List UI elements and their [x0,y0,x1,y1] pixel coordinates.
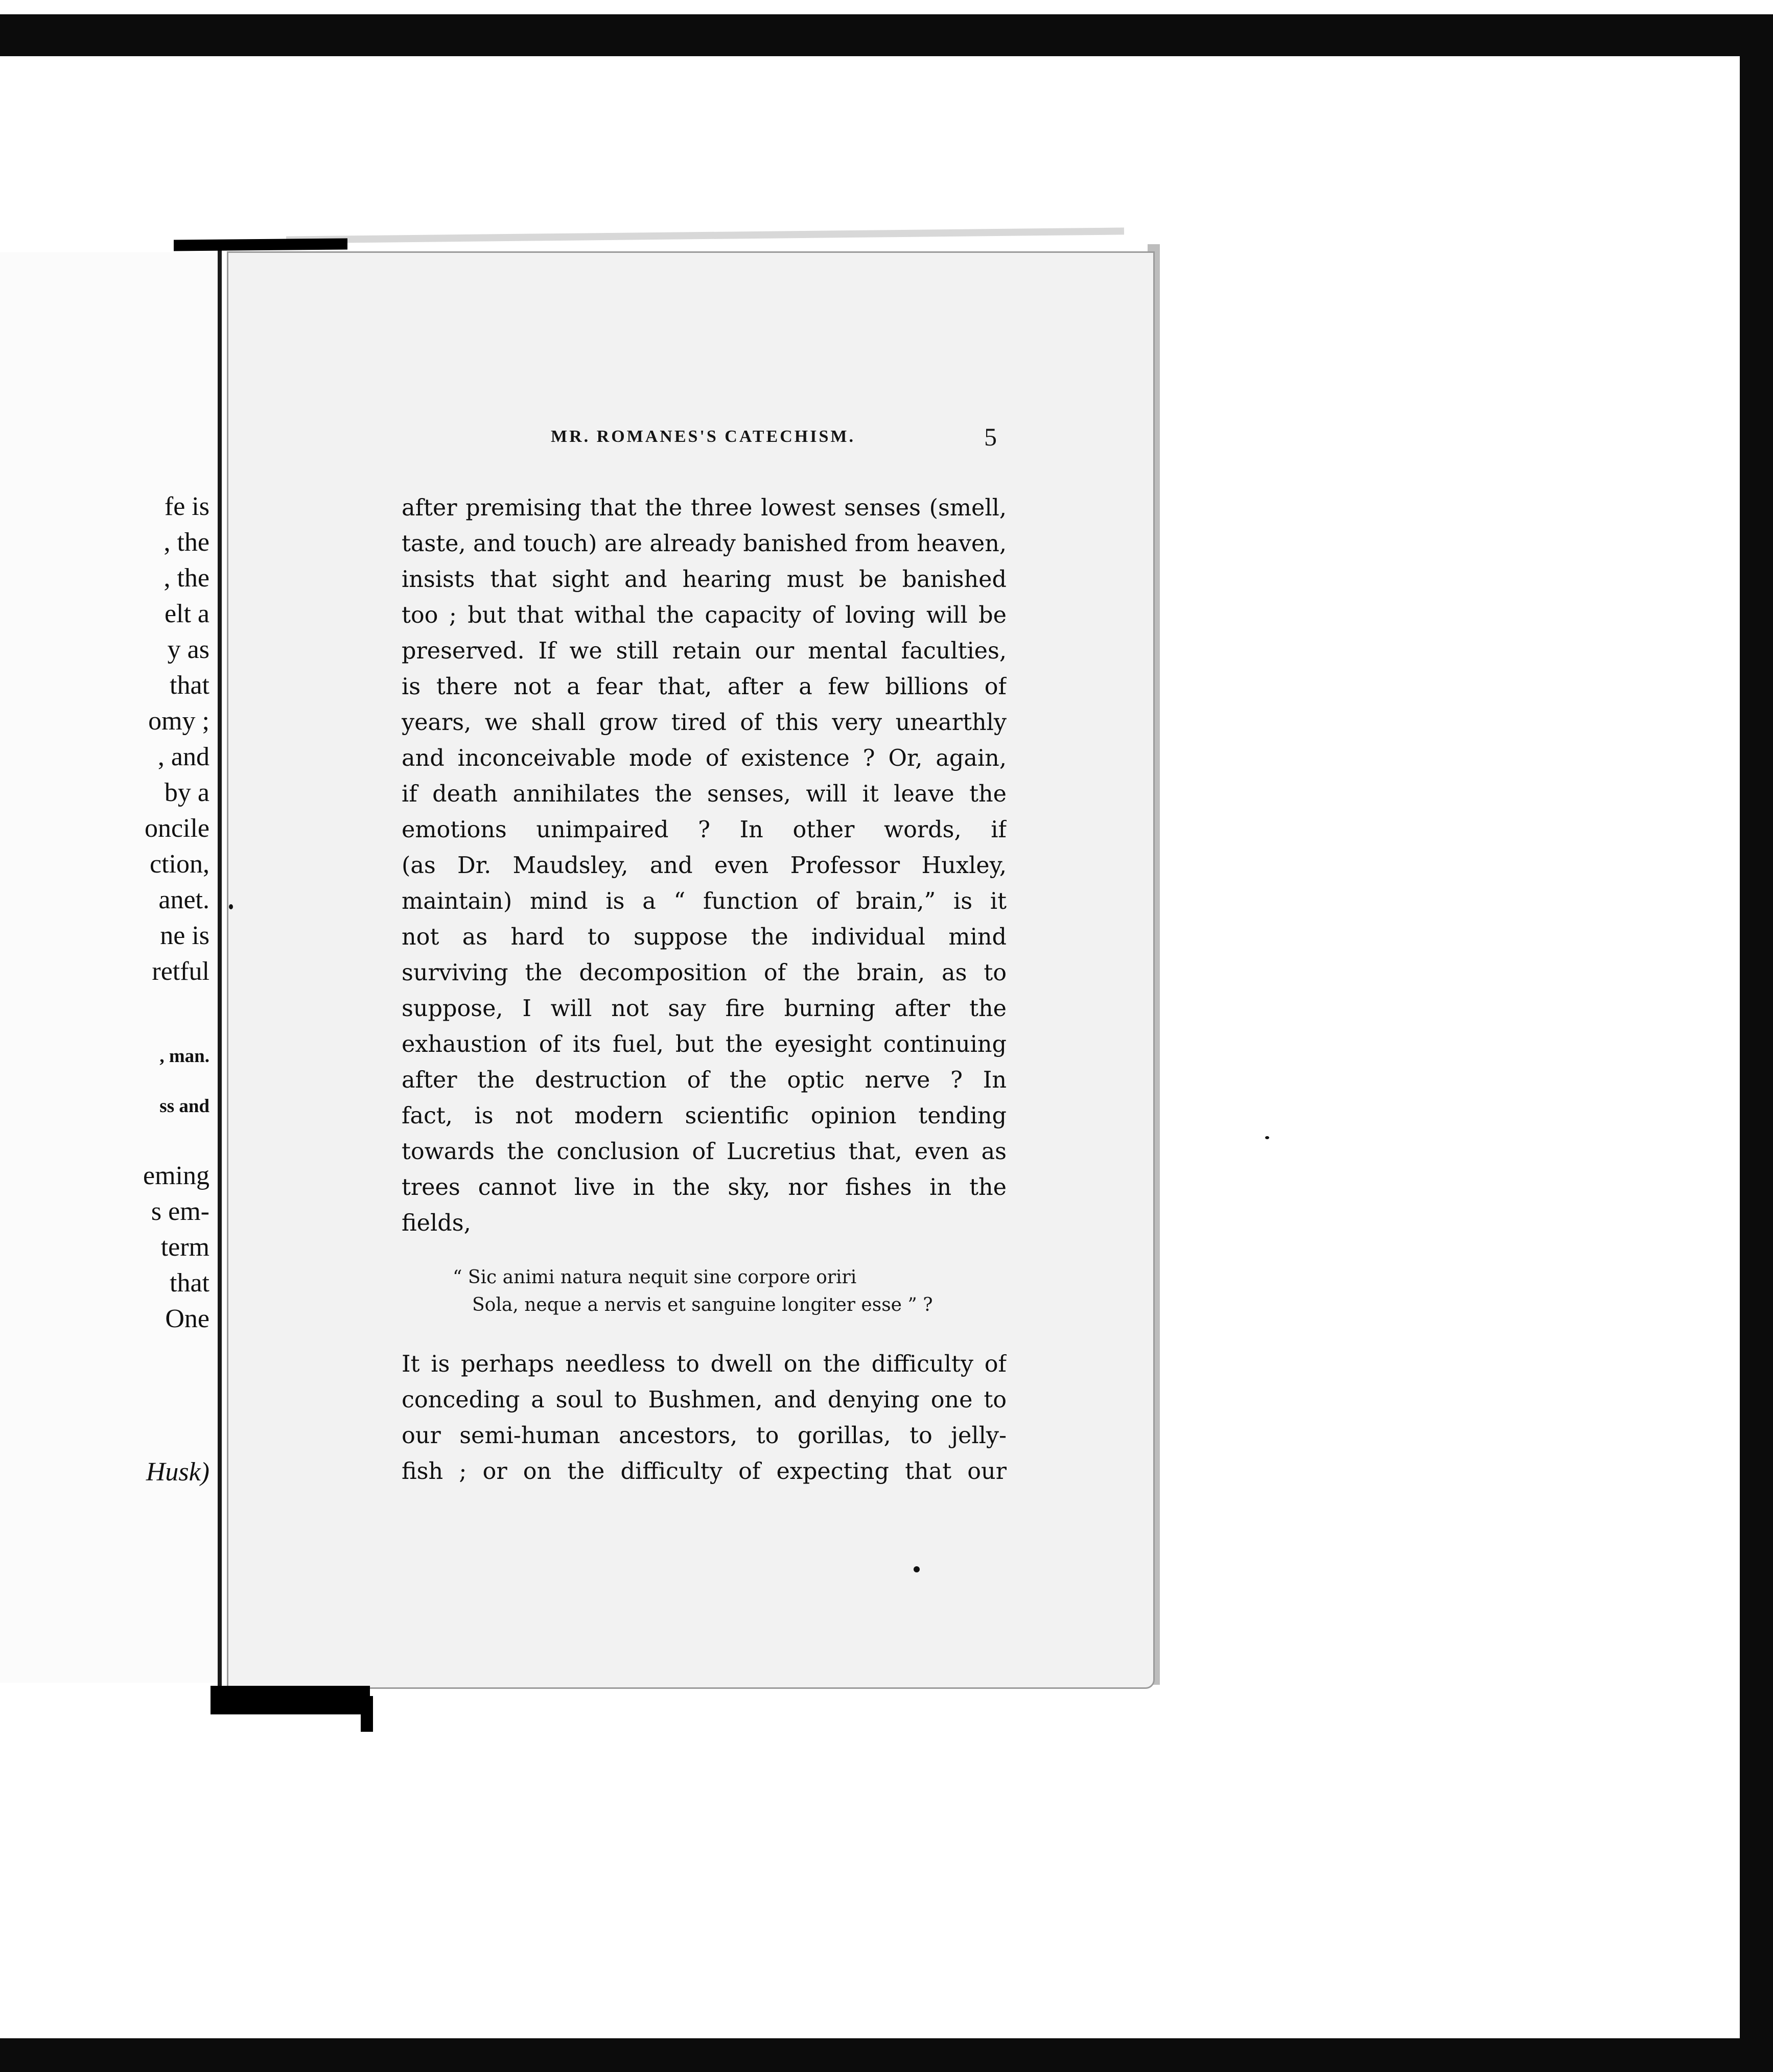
body-text-line: too ; but that withal the capacity of loving will be [402,602,1007,628]
body-text-line: (as Dr. Maudsley, and even Professor Huxley, [402,853,1007,879]
latin-quotation-line: “ Sic animi natura nequit sine corpore oriri [453,1267,857,1288]
film-frame-right-border [1740,14,1773,2072]
left-page-fragment: , the [164,528,209,557]
body-text-line: if death annihilates the senses, will it leave the [402,781,1007,807]
film-top-margin [0,0,1773,14]
running-head: MR. ROMANES'S CATECHISM. [551,427,855,446]
left-page-fragment: Husk) [146,1457,209,1487]
body-text-line: suppose, I will not say fire burning after the [402,996,1007,1022]
binding-clip-notch [361,1696,373,1732]
body-text-line: surviving the decomposition of the brain, as to [402,960,1007,986]
body-text-line: conceding a soul to Bushmen, and denying one to [402,1387,1007,1413]
body-text-line: after the destruction of the optic nerve ? In [402,1067,1007,1093]
left-page-fragment: One [165,1304,209,1333]
left-page-fragment: omy ; [148,707,209,736]
left-page-fragment: ction, [150,850,209,879]
body-text-line: not as hard to suppose the individual mind [402,924,1007,950]
body-text-line: after premising that the three lowest senses (smell, [402,495,1007,521]
left-page-fragment: , and [157,742,209,771]
left-page-fragment: retful [152,957,209,986]
body-text-line: is there not a fear that, after a few billions of [402,674,1007,700]
left-page-fragment: elt a [164,599,209,628]
body-text-line: It is perhaps needless to dwell on the difficulty of [402,1351,1007,1377]
body-text-line: fields, [402,1210,471,1236]
left-page-fragment: oncile [144,814,209,843]
left-page-fragment: eming [143,1161,209,1190]
body-text-line: fish ; or on the difficulty of expecting that our [402,1458,1007,1485]
film-frame-top-border [0,14,1773,56]
left-page-fragment: y as [167,635,209,664]
left-page-fragment: term [160,1233,209,1262]
latin-quotation-line: Sola, neque a nervis et sanguine longiter esse ” ? [472,1294,933,1315]
body-text-line: insists that sight and hearing must be banished [402,567,1007,593]
body-text-line: towards the conclusion of Lucretius that, even as [402,1139,1007,1165]
binding-clip-top [174,239,347,251]
binding-clip-bottom [211,1686,370,1714]
left-page-fragment: anet. [158,885,209,914]
left-page-fragment: that [170,671,209,700]
body-text-line: trees cannot live in the sky, nor fishes in the [402,1174,1007,1200]
left-page-fragment: , the [164,563,209,593]
left-page-fragment: that [170,1268,209,1298]
body-text-line: and inconceivable mode of existence ? Or, again, [402,745,1007,771]
body-text-line: taste, and touch) are already banished from heaven, [402,531,1007,557]
left-page-fragment: fe is [164,492,209,521]
left-page-footnote-fragment: , man. [159,1046,209,1067]
book-gutter [218,245,222,1686]
body-text-line: our semi-human ancestors, to gorillas, to jelly- [402,1423,1007,1449]
scan-speck [229,904,233,909]
left-page-fragment: by a [164,778,209,807]
scan-speck [1265,1136,1269,1139]
body-text-line: emotions unimpaired ? In other words, if [402,817,1007,843]
film-frame-bottom-border [0,2038,1773,2072]
left-page-fragment: ne is [160,921,209,950]
body-text-line: fact, is not modern scientific opinion tending [402,1103,1007,1129]
body-text-line: exhaustion of its fuel, but the eyesight continuing [402,1031,1007,1057]
left-page-fragment: s em- [151,1197,209,1226]
scan-speck [914,1566,920,1572]
page-number: 5 [984,422,997,451]
body-text-line: years, we shall grow tired of this very unearthly [402,710,1007,736]
body-text-line: maintain) mind is a “ function of brain,” is it [402,888,1007,914]
previous-page-fragment [0,252,222,1683]
body-text-line: preserved. If we still retain our mental faculties, [402,638,1007,664]
left-page-footnote-fragment: ss and [159,1096,209,1117]
